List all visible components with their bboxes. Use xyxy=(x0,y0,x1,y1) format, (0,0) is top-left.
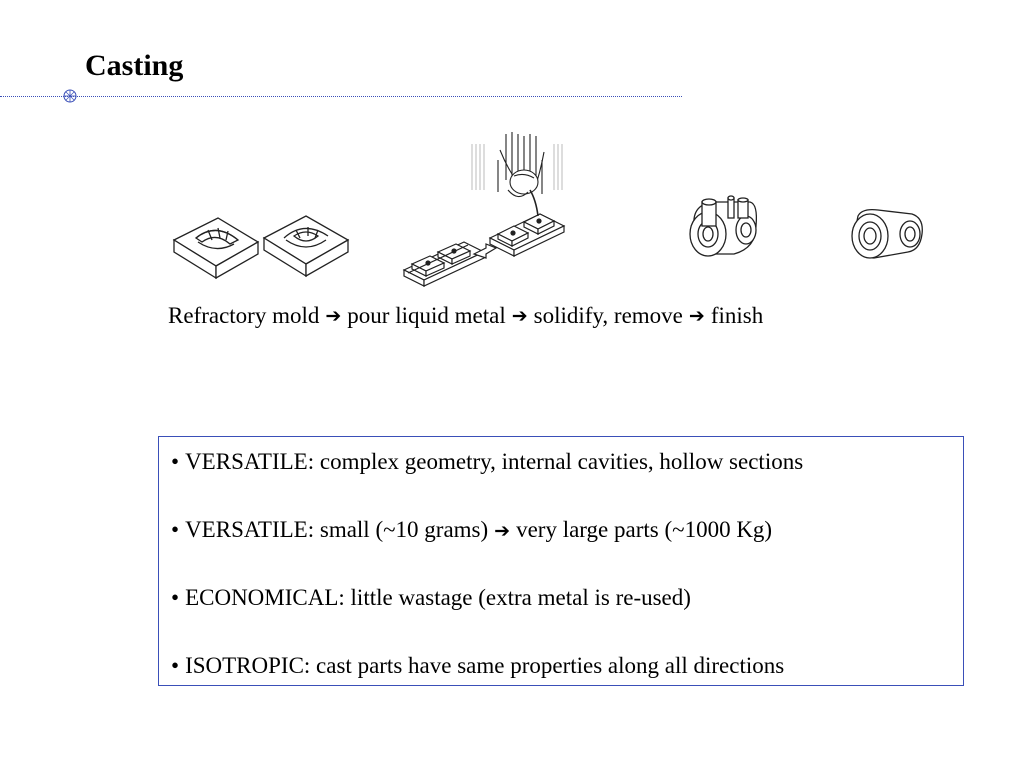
pouring-molds-row xyxy=(490,214,564,256)
property-text: ECONOMICAL: little wastage (extra metal is re-used) xyxy=(185,585,691,610)
property-text: VERSATILE: complex geometry, internal cavities, hollow sections xyxy=(185,449,804,474)
right-arrow-icon: ➔ xyxy=(494,520,511,542)
pouring-ladle xyxy=(472,132,562,216)
bullet-icon: • xyxy=(171,449,180,474)
process-step-mold: Refractory mold xyxy=(168,303,320,328)
process-step-finish: finish xyxy=(710,303,764,328)
solidified-casting xyxy=(690,196,756,256)
title-divider xyxy=(0,96,682,97)
filled-molds-row xyxy=(404,242,484,286)
right-arrow-icon: ➔ xyxy=(688,305,705,327)
process-step-pour: pour liquid metal xyxy=(347,303,506,328)
property-text-after: very large parts (~1000 Kg) xyxy=(516,517,773,542)
mold-half-left xyxy=(174,218,258,278)
property-item xyxy=(171,515,772,546)
right-arrow-icon: ➔ xyxy=(511,305,528,327)
slide-title: Casting xyxy=(85,49,184,82)
right-arrow-icon: ➔ xyxy=(325,305,342,327)
bullet-icon: • xyxy=(171,653,180,678)
property-text-before: VERSATILE: small (~10 grams) xyxy=(185,517,489,542)
process-step-solidify: solidify, remove xyxy=(533,303,683,328)
bullet-icon: • xyxy=(171,517,180,542)
mold-half-right xyxy=(264,216,348,276)
property-item xyxy=(171,447,803,477)
bullet-icon: • xyxy=(171,585,180,610)
property-item xyxy=(171,583,691,613)
divider-ornament-icon xyxy=(63,89,77,103)
casting-properties-box xyxy=(158,436,964,686)
process-caption xyxy=(168,300,763,333)
finished-part xyxy=(852,210,922,258)
casting-process-illustration xyxy=(168,130,938,300)
property-text: ISOTROPIC: cast parts have same properties along all directions xyxy=(185,653,785,678)
property-item xyxy=(171,651,784,681)
